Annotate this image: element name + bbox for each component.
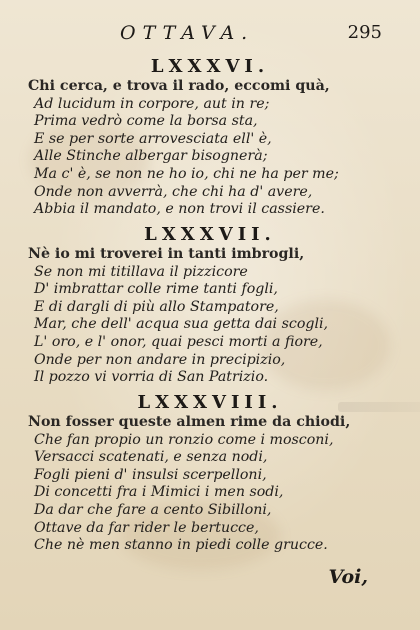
verse-line: Che fan propio un ronzio come i mosconi, — [34, 431, 334, 448]
stanza-lines — [0, 78, 420, 219]
stanza-lines — [0, 414, 420, 555]
verse-line: Se non mi titillava il pizzicore — [34, 263, 248, 280]
stanza-number: LXXXVI. — [150, 56, 270, 77]
verse-line: D' imbrattar colle rime tanti fogli, — [34, 281, 278, 298]
verse-line: Prima vedrò come la borsa sta, — [34, 113, 258, 130]
verse-line: Che nè men stanno in piedi colle grucce. — [34, 537, 328, 554]
catchword: Voi, — [328, 566, 368, 588]
stanza-number: LXXXVIII. — [137, 392, 283, 413]
verse-line: Alle Stinche albergar bisognerà; — [34, 148, 268, 165]
verse-line: Abbia il mandato, e non trovi il cassiere. — [34, 201, 325, 218]
verse-line: Fogli pieni d' insulsi scerpelloni, — [34, 466, 267, 483]
verse-line: E di dargli di più allo Stampatore, — [34, 298, 279, 315]
stanza-number: LXXXVII. — [144, 224, 276, 245]
page-number: 295 — [347, 22, 382, 43]
verse-line: Onde per non andare in precipizio, — [34, 351, 286, 368]
verse-line: Di concetti fra i Mimici i men sodi, — [34, 484, 284, 501]
verse-line: Non fosser queste almen rime da chiodi, — [28, 414, 351, 430]
verse-line: Ma c' è, se non ne ho io, chi ne ha per me; — [34, 165, 339, 182]
running-head: OTTAVA. — [120, 22, 255, 44]
verse-line: Il pozzo vi vorria di San Patrizio. — [34, 369, 269, 386]
stanza-lxxxviii — [0, 392, 420, 555]
verse-line: Ad lucidum in corpore, aut in re; — [34, 95, 270, 112]
verse-line: Ottave da far rider le bertucce, — [34, 519, 259, 536]
verse-line: E se per sorte arrovesciata ell' è, — [34, 130, 272, 147]
verse-line: Onde non avverrà, che chi ha d' avere, — [34, 183, 313, 200]
verse-line: Mar, che dell' acqua sua getta dai scogli, — [34, 316, 329, 333]
stanza-lxxxvi — [0, 56, 420, 219]
verse-line: Nè io mi troverei in tanti imbrogli, — [28, 246, 305, 262]
verse-line: L' oro, e l' onor, quai pesci morti a fiore, — [34, 333, 323, 350]
verse-line: Da dar che fare a cento Sibilloni, — [34, 501, 272, 518]
verse-line: Chi cerca, e trova il rado, eccomi quà, — [28, 78, 330, 94]
page-header — [0, 22, 420, 48]
stanza-lxxxvii — [0, 224, 420, 387]
stanza-lines — [0, 246, 420, 387]
verse-line: Versacci scatenati, e senza nodi, — [34, 449, 268, 466]
